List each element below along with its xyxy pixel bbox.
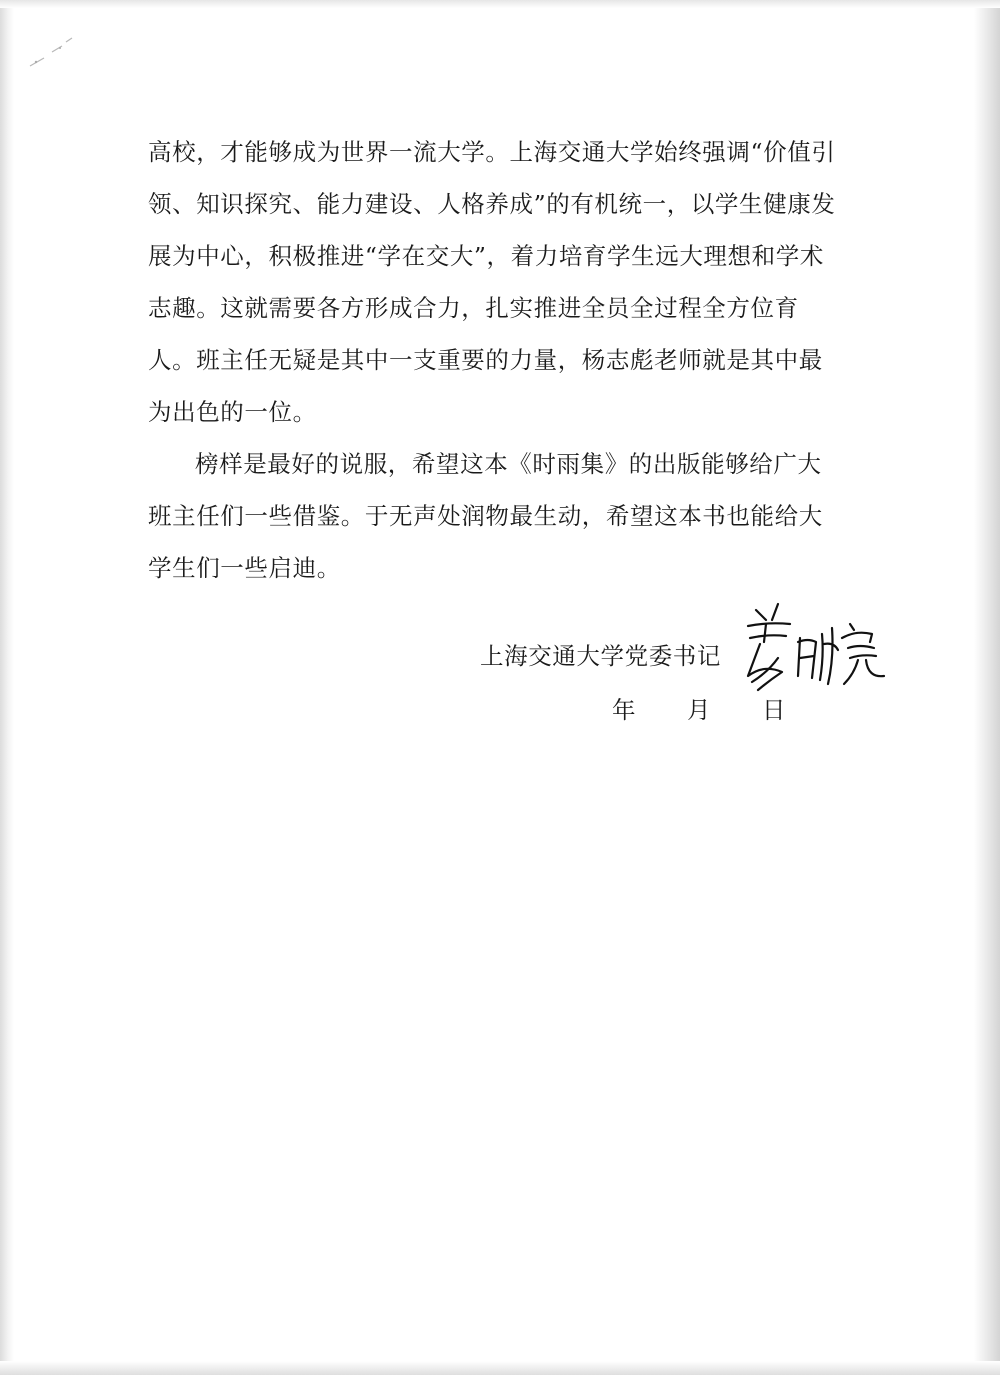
body-paragraph-1: 高校，才能够成为世界一流大学。上海交通大学始终强调“价值引领、知识探究、能力建设、人格养成”的有机统一，以学生健康发展为中心，积极推进“学在交大”，着力培育学生远大理想和学术志趣。这就需要各方形成合力，扎实推进全员全过程全方位育人。班主任无疑是其中一支重要的力量，杨志彪老师就是其中最为出色的一位。 — [148, 138, 836, 426]
scan-edge-bottom — [0, 1361, 1000, 1375]
date-line — [612, 684, 807, 736]
date-month: 月 — [686, 696, 711, 724]
body-paragraph-2: 榜样是最好的说服，希望这本《时雨集》的出版能够给广大班主任们一些借鉴。于无声处润物最生动，希望这本书也能给大学生们一些启迪。 — [148, 450, 823, 582]
signatory-title: 上海交通大学党委书记 — [480, 642, 721, 670]
scan-edge-right — [974, 0, 1000, 1375]
date-day: 日 — [761, 696, 786, 724]
scan-edge-top — [0, 0, 1000, 8]
scan-speckle — [22, 28, 82, 78]
letter-body — [148, 126, 838, 594]
date-year: 年 — [612, 696, 636, 724]
handwritten-signature — [738, 598, 888, 698]
scan-edge-left — [0, 0, 14, 1375]
